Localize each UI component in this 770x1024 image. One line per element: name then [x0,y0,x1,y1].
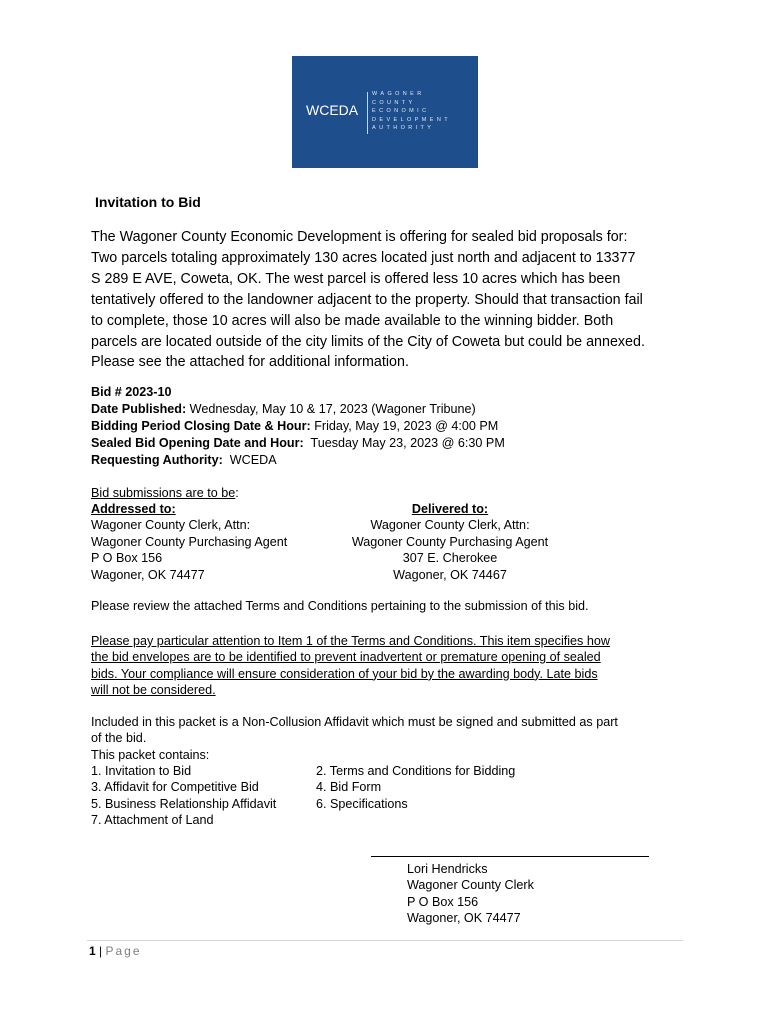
closing-date [91,418,505,435]
attention-line: the bid envelopes are to be identified to prevent inadvertent or premature opening of sealed [91,650,601,665]
attention-paragraph [91,633,610,699]
footer-divider [87,940,683,941]
signature-address: P O Box 156 [407,894,479,909]
addressed-line: P O Box 156 [91,551,163,566]
addressed-line: Wagoner County Purchasing Agent [91,534,288,549]
logo-divider [367,92,368,134]
included-line: This packet contains: [91,747,210,762]
packet-item: 7. Attachment of Land [91,813,214,828]
packet-item: 6. Specifications [316,796,408,811]
requesting-authority-value: WCEDA [222,452,277,467]
logo-name-line: ECONOMIC [372,108,430,115]
packet-list-right [316,763,515,812]
signature-city: Wagoner, OK 74477 [407,911,521,926]
date-published [91,401,505,418]
packet-item: 2. Terms and Conditions for Bidding [316,764,516,778]
logo-name-line: COUNTY [372,99,416,106]
document-title: Invitation to Bid [95,194,201,210]
addressed-line: Wagoner County Clerk, Attn: [91,518,251,533]
requesting-authority [91,452,505,469]
intro-line: The Wagoner County Economic Development is offering for sealed bid proposals for: [91,229,628,245]
attention-line: Please pay particular attention to Item 1 of the Terms and Conditions. This item specifies how [91,634,610,648]
intro-paragraph [91,227,691,373]
closing-date-value: Friday, May 19, 2023 @ 4:00 PM [310,418,499,433]
page-number: 1 [89,944,96,958]
closing-date-label: Bidding Period Closing Date & Hour: [91,418,311,433]
submissions-heading [91,485,239,501]
addressed-line: Wagoner, OK 74477 [91,567,205,582]
page-separator: | [95,944,106,958]
included-paragraph [91,714,618,763]
intro-line: Please see the attached for additional information. [91,354,409,371]
delivered-line: Wagoner County Purchasing Agent [351,534,549,549]
signature-block [407,861,534,927]
bid-number: Bid # 2023-10 [91,385,172,399]
signature-name: Lori Hendricks [407,862,488,876]
addressed-to-label: Addressed to: [91,502,176,516]
logo-abbreviation: WCEDA [306,102,359,118]
page-word: Page [105,944,142,958]
logo-name-line: DEVELOPMENT [372,116,451,123]
delivered-line: 307 E. Cherokee [402,551,498,566]
logo-name-line: WAGONER [372,91,425,97]
packet-item: 4. Bid Form [316,780,382,795]
signature-line [371,856,649,857]
bid-info [91,384,505,469]
intro-line: Two parcels totaling approximately 130 acres located just north and adjacent to 13377 [91,249,636,266]
packet-item: 5. Business Relationship Affidavit [91,796,277,811]
intro-line: tentatively offered to the landowner adjacent to the property. Should that transaction fail [91,291,643,308]
delivered-to-label: Delivered to: [411,502,489,516]
delivered-to-block [326,501,574,583]
date-published-value: Wednesday, May 10 & 17, 2023 (Wagoner Tribune) [186,401,476,416]
opening-date [91,435,505,452]
review-terms-text: Please review the attached Terms and Conditions pertaining to the submission of this bid. [91,599,589,613]
included-line: Included in this packet is a Non-Collusion Affidavit which must be signed and submitted as part [91,715,618,729]
attention-line: bids. Your compliance will ensure consideration of your bid by the awarding body. Late bids [91,666,598,681]
packet-item: 1. Invitation to Bid [91,764,192,778]
packet-list-left [91,763,276,829]
delivered-line: Wagoner, OK 74467 [393,567,507,582]
signature-title: Wagoner County Clerk [407,878,534,893]
logo-name-line: AUTHORITY [372,125,435,132]
requesting-authority-label: Requesting Authority: [91,452,223,467]
intro-line: to complete, those 10 acres will also be made available to the winning bidder. Both [91,312,614,329]
date-published-label: Date Published: [91,401,187,416]
intro-line: S 289 E AVE, Coweta, OK. The west parcel is offered less 10 acres which has been [91,270,621,287]
delivered-line: Wagoner County Clerk, Attn: [370,518,530,533]
included-line: of the bid. [91,731,147,746]
page-footer [89,944,142,958]
logo-full-name [372,90,451,133]
addressed-to-block [91,501,287,583]
submissions-heading-text: Bid submissions are to be [91,486,236,500]
attention-line: will not be considered. [91,683,216,698]
opening-date-value: Tuesday May 23, 2023 @ 6:30 PM [303,435,505,450]
wceda-logo [292,56,478,168]
intro-line: parcels are located outside of the city limits of the City of Coweta but could be annexed. [91,333,645,350]
opening-date-label: Sealed Bid Opening Date and Hour: [91,435,304,450]
submissions-heading-colon: : [235,486,239,500]
packet-item: 3. Affidavit for Competitive Bid [91,780,259,795]
